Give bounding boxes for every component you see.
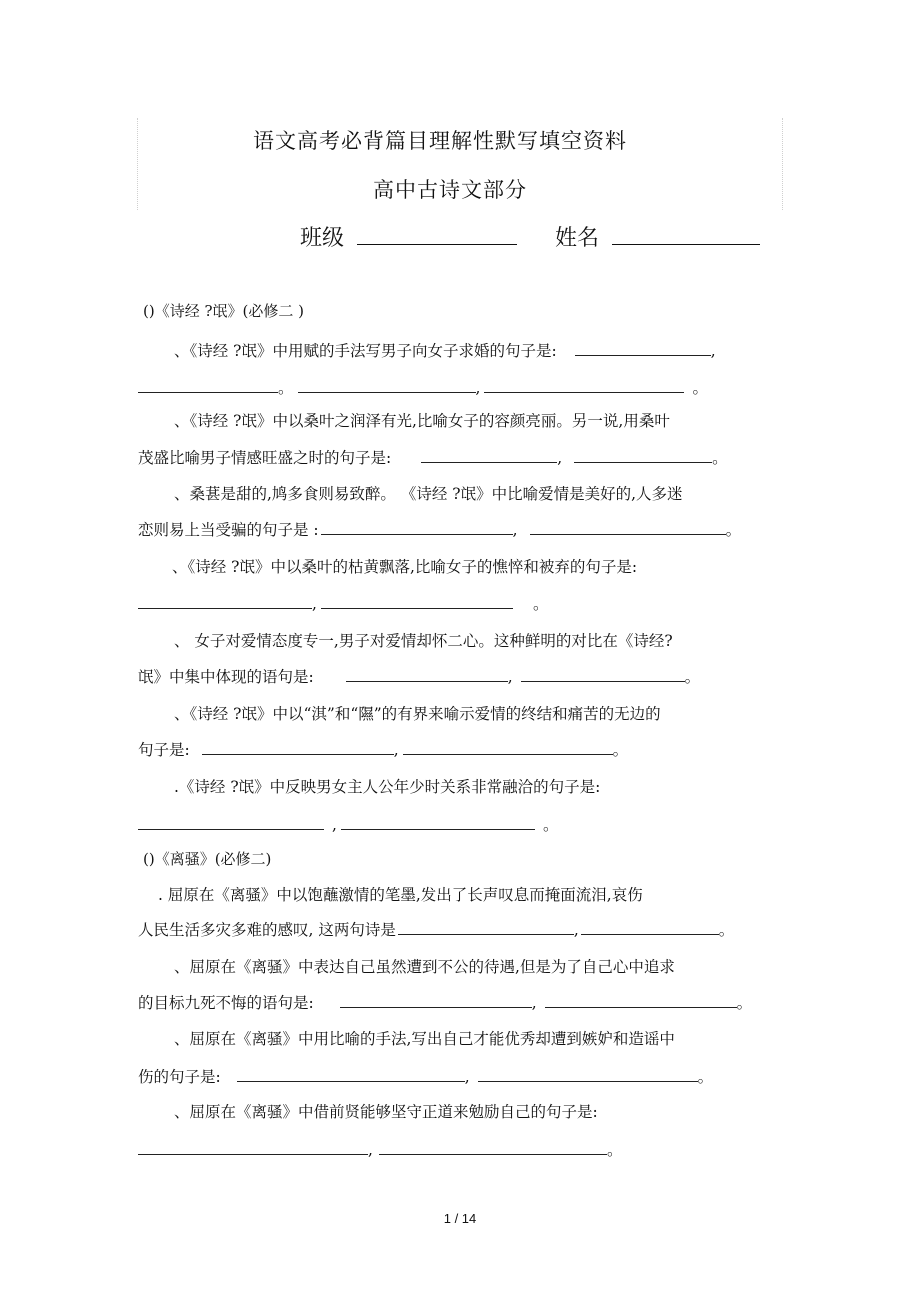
answer-blank[interactable] [521, 666, 685, 682]
class-blank[interactable] [357, 220, 517, 245]
name-blank[interactable] [612, 220, 760, 245]
answer-blank[interactable] [545, 992, 737, 1008]
question-text: 、《诗经 ?氓》中以“淇”和“隰”的有界来喻示爱情的终结和痛苦的无边的 [174, 705, 661, 723]
document-title: 语文高考必背篇目理解性默写填空资料 [253, 129, 627, 153]
answer-blank[interactable] [202, 739, 394, 755]
answer-blank[interactable] [398, 919, 574, 935]
section-heading: ()《离骚》(必修二) [143, 850, 272, 868]
answer-blank[interactable] [298, 377, 476, 393]
question-text: 茂盛比喻男子情感旺盛之时的句子是: , 。 [138, 449, 728, 467]
answer-line: , 。 [138, 1139, 622, 1161]
question-text: 伤的句子是: , 。 [138, 1068, 714, 1086]
question-text: 、 女子对爱情态度专一,男子对爱情却怀二心。这种鲜明的对比在《诗经? [174, 632, 673, 650]
section-heading: ()《诗经 ?氓》(必修二 ) [143, 302, 304, 320]
answer-blank[interactable] [575, 340, 711, 356]
question-text: 、《诗经 ?氓》中用赋的手法写男子向女子求婚的句子是: , [174, 342, 716, 360]
answer-blank[interactable] [530, 519, 726, 535]
answer-blank[interactable] [403, 739, 613, 755]
question-text: 恋则易上当受骗的句子是 : , 。 [138, 521, 742, 539]
question-text: . 屈原在《离骚》中以饱蘸激情的笔墨,发出了长声叹息而掩面流泪,哀伤 [158, 886, 643, 904]
answer-blank[interactable] [340, 992, 532, 1008]
class-label: 班级 [300, 226, 345, 251]
answer-blank[interactable] [138, 377, 278, 393]
document-subtitle: 高中古诗文部分 [373, 178, 527, 202]
question-text: 、屈原在《离骚》中表达自己虽然遭到不公的待遇,但是为了自己心中追求 [174, 958, 675, 976]
answer-line: , 。 [138, 814, 558, 836]
answer-blank[interactable] [484, 377, 684, 393]
question-text: 人民生活多灾多难的感叹, 这两句诗是 , 。 [138, 921, 735, 939]
answer-line: , 。 [138, 593, 548, 615]
answer-blank[interactable] [421, 447, 557, 463]
answer-blank[interactable] [346, 666, 508, 682]
question-text: 、屈原在《离骚》中借前贤能够坚守正道来勉励自己的句子是: [174, 1103, 598, 1121]
answer-blank[interactable] [321, 593, 513, 609]
answer-blank[interactable] [138, 814, 324, 830]
question-text: .《诗经 ?氓》中反映男女主人公年少时关系非常融洽的句子是: [174, 778, 601, 796]
answer-blank[interactable] [138, 593, 312, 609]
answer-blank[interactable] [581, 919, 719, 935]
answer-blank[interactable] [379, 1139, 607, 1155]
question-text: 句子是: , 。 [138, 741, 629, 759]
answer-blank[interactable] [321, 519, 513, 535]
answer-blank[interactable] [237, 1066, 465, 1082]
answer-blank[interactable] [574, 447, 712, 463]
question-text: 氓》中集中体现的语句是: , 。 [138, 668, 701, 686]
page-number: 1 / 14 [443, 1211, 477, 1226]
name-label: 姓名 [555, 226, 600, 251]
question-text: 、屈原在《离骚》中用比喻的手法,写出自己才能优秀却遭到嫉妒和造谣中 [174, 1030, 675, 1048]
class-name-row [300, 220, 760, 252]
answer-blank[interactable] [341, 814, 535, 830]
answer-blank[interactable] [478, 1066, 698, 1082]
answer-line: 。 , 。 [138, 377, 708, 399]
question-text: 、《诗经 ?氓》中以桑叶的枯黄飘落,比喻女子的憔悴和被弃的句子是: [172, 558, 638, 576]
question-text: 、《诗经 ?氓》中以桑叶之润泽有光,比喻女子的容颜亮丽。另一说,用桑叶 [174, 412, 670, 430]
question-text: 、桑葚是甜的,鸠多食则易致醉。 《诗经 ?氓》中比喻爱情是美好的,人多迷 [174, 485, 683, 503]
answer-blank[interactable] [138, 1139, 368, 1155]
question-text: 的目标九死不悔的语句是: , 。 [138, 994, 753, 1012]
